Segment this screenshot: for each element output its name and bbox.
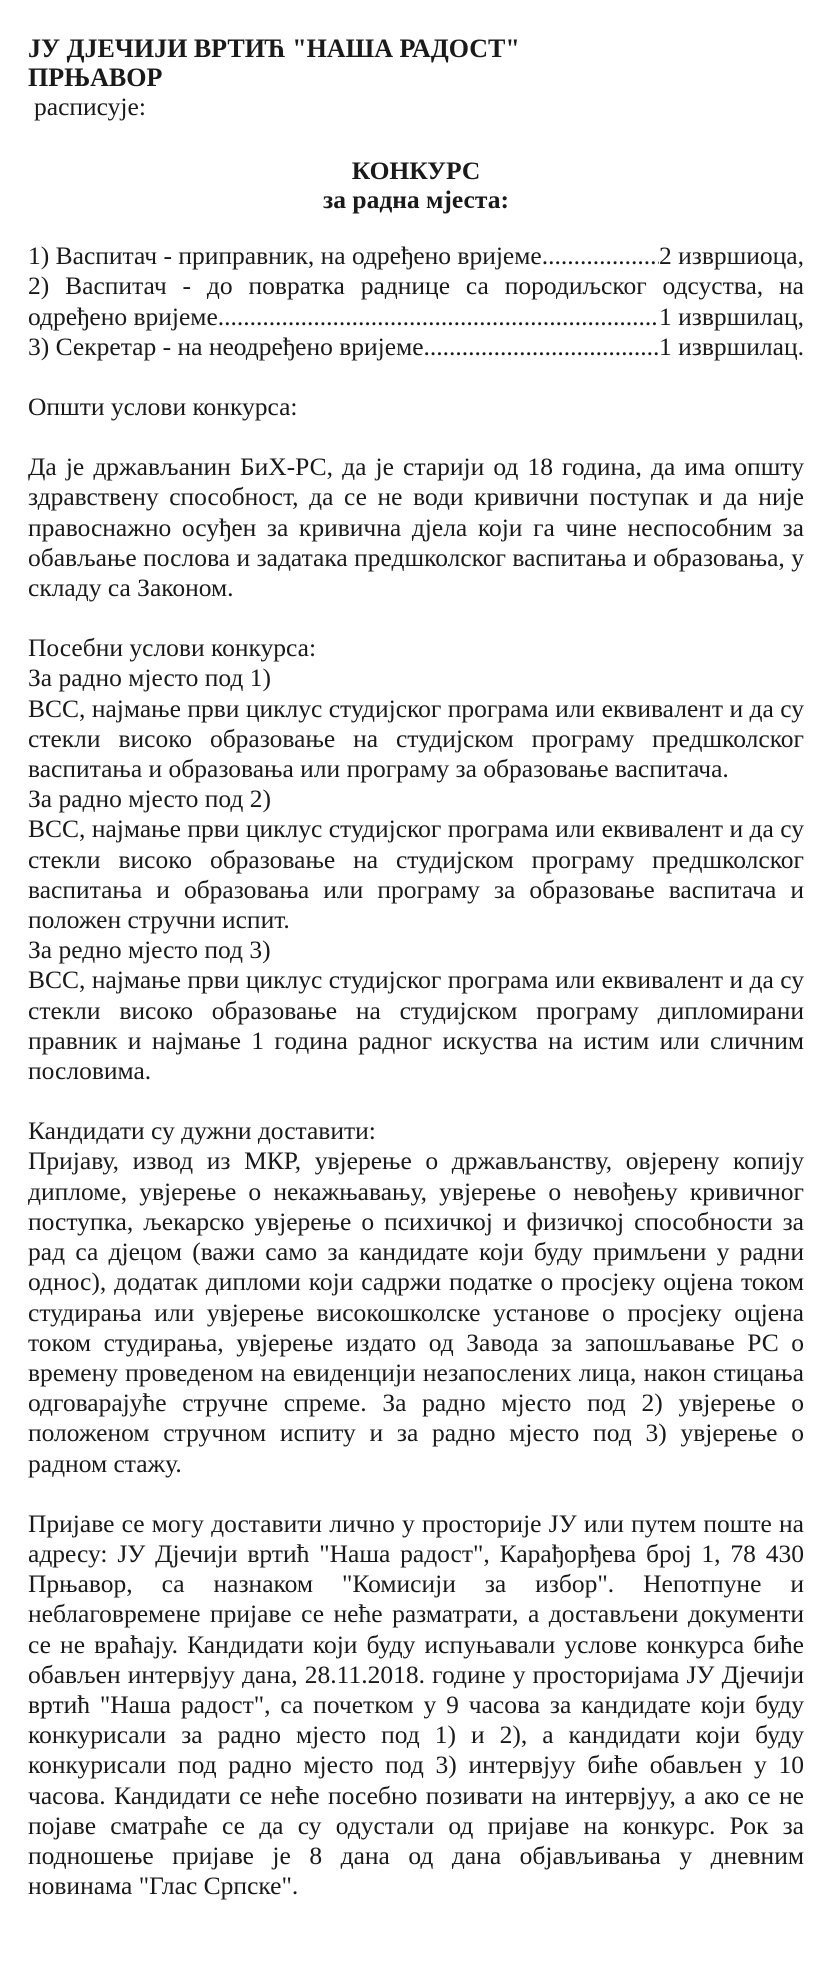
position-2-count: 1 извршилац,: [659, 301, 804, 331]
special-position-3-label: За редно мјесто под 3): [28, 935, 271, 965]
special-position-2-text: ВСС, најмање први циклус студијског програма или еквивалент и да су стекли високо образовање на студијском програму предшколског васпитања и образовања или програму за образовање васпитача и положен стручни испит.: [28, 814, 804, 935]
position-3-count: 1 извршилац.: [659, 331, 804, 361]
leader-dots: [424, 332, 659, 362]
document-subtitle: за радна мјеста:: [323, 185, 509, 215]
leader-dots: [218, 302, 659, 332]
submission-text: Пријаве се могу доставити лично у просторије ЈУ или путем поште на адресу: ЈУ Дјечији вртић "Наша радост", Карађорђева број 1, 78 430 Прњавор, са назнаком "Комисији за избор". Непотпуне и неблаговремене пријаве се неће разматрати, а достављени документи се не враћају. Кандидати који буду испуњавали услове конкурса биће обављен интервјуу дана, 28.11.2018. године у просторијама ЈУ Дјечији вртић "Наша радост", са почетком у 9 часова за кандидате који буду конкурисали за радно мјесто под 1) и 2), а кандидати који буду конкурисали под радно мјесто под 3) интервјуу биће обављен у 10 часова. Кандидати се неће посебно позивати на интервјуу, а ако се не појаве сматраће се да су одустали од пријаве на конкурс. Рок за подношење пријаве је 8 дана од дана објављивања у дневним новинама "Глас Српске".: [28, 1508, 804, 1901]
special-position-2-label: За радно мјесто под 2): [28, 784, 271, 814]
announces-label: расписује:: [34, 92, 146, 121]
special-position-1-label: За радно мјесто под 1): [28, 663, 271, 693]
documents-heading: Кандидати су дужни доставити:: [28, 1116, 376, 1146]
institution-name: ЈУ ДЈЕЧИЈИ ВРТИЋ "НАША РАДОСТ": [28, 34, 520, 63]
position-1-count: 2 извршиоца,: [658, 241, 804, 271]
position-3: [28, 332, 804, 362]
position-2-title: одређено вријеме: [28, 301, 218, 331]
general-conditions-text: Да је држављанин БиХ-РС, да је старији од 18 година, да има општу здравствену способност, да се не води кривични поступак и да није правоснажно осуђен за кривична дјела који га чине неспособним за обављање послова и задатака предшколског васпитања и образовања, у складу са Законом.: [28, 452, 804, 603]
document-title: КОНКУРС: [351, 156, 481, 186]
general-conditions-heading: Општи услови конкурса:: [28, 392, 298, 422]
announcement-document: [28, 34, 804, 1901]
special-position-3-text: ВСС, најмање први циклус студијског програма или еквивалент и да су стекли високо образовање на студијском програму дипломирани правник и најмање 1 година радног искуства на истим или сличним пословима.: [28, 965, 804, 1086]
position-2-title-line: 2) Васпитач - до повратка раднице са породиљског одсуства, на: [28, 271, 804, 301]
institution-city: ПРЊАВОР: [28, 63, 163, 92]
position-2: [28, 302, 804, 332]
position-1-title: 1) Васпитач - приправник, на одређено вријеме: [28, 241, 542, 271]
special-position-1-text: ВСС, најмање први циклус студијског програма или еквивалент и да су стекли високо образовање на студијском програму предшколског васпитања и образовања или програму за образовање васпитача.: [28, 693, 804, 784]
position-3-title: 3) Секретар - на неодређено вријеме: [28, 331, 424, 361]
documents-text: Пријаву, извод из МКР, увјерење о држављанству, овјерену копију дипломе, увјерење о некажњавању, увјерење о невођењу кривичног поступка, љекарско увјерење о психичкој и физичкој способности за рад са дјецом (важи само за кандидате који буду примљени у радни однос), додатак дипломи који садржи податке о просјеку оцјена током студирања или увјерење високошколске установе о просјеку оцјена током студирања, увјерење издато од Завода за запошљавање РС о времену проведеном на евиденцији незапослених лица, након стицања одговарајуће стручне спреме. За радно мјесто под 2) увјерење о положеном стручном испиту и за радно мјесто под 3) увјерење о радном стажу.: [28, 1146, 804, 1478]
position-1: [28, 241, 804, 271]
positions-list: [28, 241, 804, 362]
title-block: [28, 156, 804, 214]
leader-dots: [542, 241, 659, 271]
special-conditions-heading: Посебни услови конкурса:: [28, 633, 317, 663]
